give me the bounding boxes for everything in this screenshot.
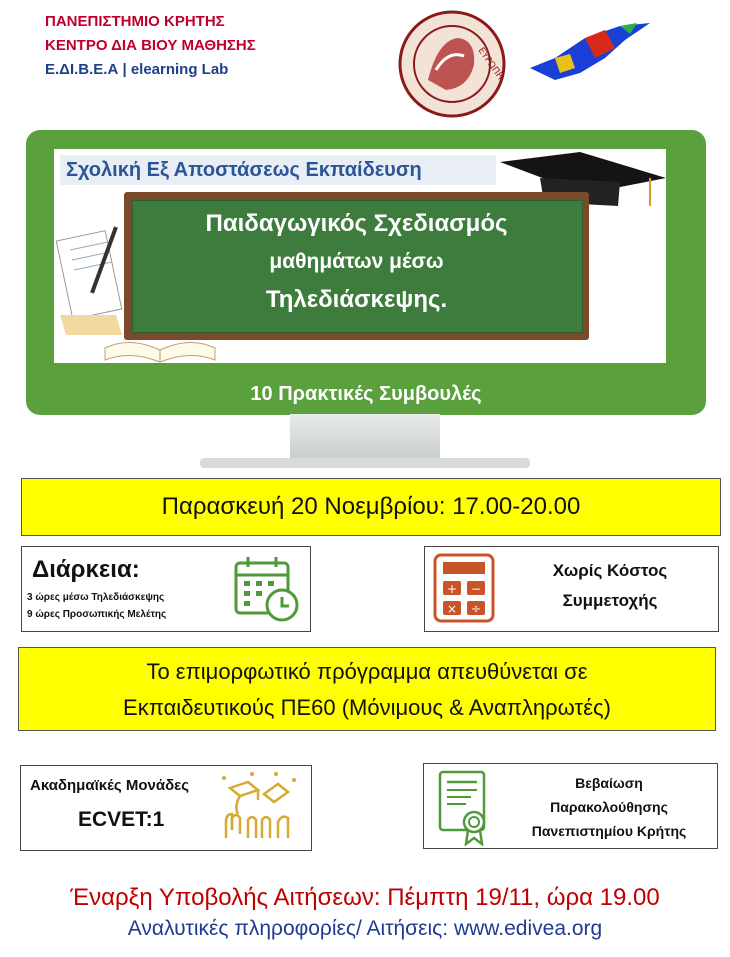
info-link[interactable]: Αναλυτικές πληροφορίες/ Αιτήσεις: www.edivea.org	[127, 917, 603, 940]
certificate-icon	[438, 770, 492, 846]
lab-name: Ε.ΔΙ.Β.Ε.Α | elearning Lab	[45, 61, 229, 78]
course-title-line1: Παιδαγωγικός Σχεδιασμός	[205, 210, 508, 237]
cost-line2: Συμμετοχής	[562, 591, 658, 610]
monitor-stand-base	[200, 458, 530, 468]
svg-text:÷: ÷	[470, 602, 482, 616]
duration-title: Διάρκεια:	[32, 556, 140, 583]
certificate-line1: Βεβαίωση	[575, 775, 643, 791]
monitor-stand	[290, 414, 440, 462]
calculator-icon	[433, 553, 495, 623]
university-seal-icon	[398, 10, 506, 118]
program-box	[18, 647, 716, 731]
organization-block	[45, 10, 256, 82]
cost-line1: Χωρίς Κόστος	[552, 561, 668, 580]
university-name: ΠΑΝΕΠΙΣΤΗΜΙΟ ΚΡΗΤΗΣ	[45, 13, 225, 30]
seal-lettering: ΕΥΡΩΠΗ	[475, 45, 505, 83]
tips-label: 10 Πρακτικές Συμβουλές	[250, 383, 482, 405]
program-line2: Εκπαιδευτικούς ΠΕ60 (Μόνιμους & Αναπληρωτές)	[123, 695, 611, 720]
svg-text:×: ×	[446, 602, 458, 616]
course-title	[132, 205, 581, 319]
center-name: ΚΕΝΤΡΟ ΔΙΑ ΒΙΟΥ ΜΑΘΗΣΗΣ	[45, 37, 256, 54]
edivea-logo-icon	[525, 18, 655, 88]
course-title-line3: Τηλεδιάσκεψης.	[265, 286, 448, 313]
banner-subtitle: Σχολική Εξ Αποστάσεως Εκπαίδευση	[60, 155, 496, 185]
course-title-line2: μαθημάτων μέσω	[269, 250, 444, 273]
open-book-icon	[100, 328, 220, 364]
certificate-line3: Πανεπιστημίου Κρήτης	[531, 823, 687, 839]
svg-text:−: −	[470, 582, 482, 596]
duration-line1: 3 ώρες μέσω Τηλεδιάσκεψης	[27, 592, 165, 603]
certificate-text	[503, 771, 715, 843]
cost-text	[505, 556, 715, 616]
application-start: Έναρξη Υποβολής Αιτήσεων: Πέμπτη 19/11, ώρα 19.00	[70, 884, 660, 911]
graduation-hands-icon	[218, 768, 303, 846]
certificate-line2: Παρακολούθησης	[550, 799, 668, 815]
calendar-clock-icon	[232, 553, 302, 623]
date-box: Παρασκευή 20 Νοεμβρίου: 17.00-20.00	[21, 478, 721, 536]
duration-line2: 9 ώρες Προσωπικής Μελέτης	[27, 609, 167, 620]
credits-value: ECVET:1	[78, 808, 165, 831]
credits-title: Ακαδημαϊκές Μονάδες	[30, 777, 190, 794]
svg-text:+: +	[446, 582, 458, 596]
program-line1: Το επιμορφωτικό πρόγραμμα απευθύνεται σε	[146, 659, 588, 684]
